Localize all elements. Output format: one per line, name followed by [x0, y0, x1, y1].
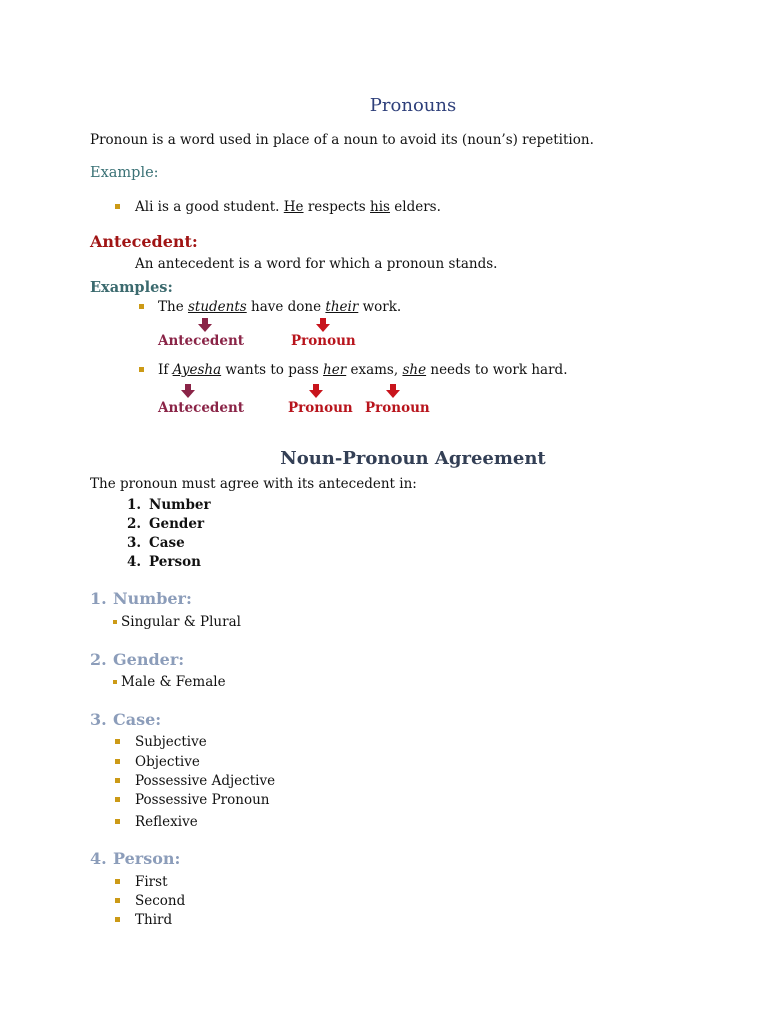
- gender-heading: Gender:: [113, 650, 185, 669]
- pronoun-label: Pronoun: [365, 400, 430, 416]
- list-item: Singular & Plural: [121, 614, 241, 630]
- pronoun-label: Pronoun: [291, 333, 356, 349]
- arrow-down-icon: [181, 384, 195, 398]
- person-heading: Person:: [113, 849, 181, 868]
- section-number: 3.: [90, 710, 107, 729]
- bullet-icon: [139, 367, 144, 372]
- list-number: 1.: [127, 497, 142, 513]
- list-item: Possessive Pronoun: [135, 792, 270, 808]
- pronoun-definition: Pronoun is a word used in place of a noun to avoid its (noun’s) repetition.: [90, 132, 594, 148]
- bullet-icon: [115, 898, 120, 903]
- section-number: 1.: [90, 589, 107, 608]
- bullet-icon: [113, 620, 117, 624]
- example-sentence-3: If Ayesha wants to pass her exams, she needs to work hard.: [158, 362, 568, 378]
- list-item: First: [135, 874, 168, 890]
- pronoun-their: their: [325, 299, 359, 315]
- antecedent-label: Antecedent: [158, 400, 245, 416]
- example-sentence-1: Ali is a good student. He respects his elders.: [135, 199, 441, 215]
- example-sentence-2: The students have done their work.: [158, 299, 402, 315]
- bullet-icon: [115, 879, 120, 884]
- bullet-icon: [113, 680, 117, 684]
- list-number: 3.: [127, 535, 142, 551]
- list-item: Objective: [135, 754, 200, 770]
- list-item-case: Case: [149, 535, 185, 551]
- bullet-icon: [115, 739, 120, 744]
- arrow-down-icon: [316, 318, 330, 332]
- list-item: Second: [135, 893, 186, 909]
- bullet-icon: [115, 819, 120, 824]
- examples-label: Examples:: [90, 279, 173, 296]
- example-label: Example:: [90, 165, 159, 181]
- arrow-down-icon: [198, 318, 212, 332]
- antecedent-label: Antecedent: [158, 333, 245, 349]
- list-number: 4.: [127, 554, 142, 570]
- arrow-down-icon: [309, 384, 323, 398]
- agreement-intro: The pronoun must agree with its antecedent in:: [90, 476, 417, 492]
- bullet-icon: [115, 759, 120, 764]
- list-item: Subjective: [135, 734, 207, 750]
- bullet-icon: [115, 778, 120, 783]
- number-heading: Number:: [113, 589, 192, 608]
- antecedent-definition: An antecedent is a word for which a pronoun stands.: [135, 256, 498, 272]
- section-number: 4.: [90, 849, 107, 868]
- antecedent-ayesha: Ayesha: [172, 362, 222, 378]
- pronoun-label: Pronoun: [288, 400, 353, 416]
- case-heading: Case:: [113, 710, 162, 729]
- bullet-icon: [115, 917, 120, 922]
- pronoun-his: his: [370, 199, 390, 215]
- list-item-number: Number: [149, 497, 211, 513]
- bullet-icon: [139, 304, 144, 309]
- list-item: Possessive Adjective: [135, 773, 276, 789]
- pronoun-he: He: [283, 199, 304, 215]
- bullet-icon: [115, 797, 120, 802]
- antecedent-students: students: [187, 299, 247, 315]
- list-item: Reflexive: [135, 814, 198, 830]
- arrow-down-icon: [386, 384, 400, 398]
- pronoun-her: her: [323, 362, 347, 378]
- list-number: 2.: [127, 516, 142, 532]
- bullet-icon: [115, 204, 120, 209]
- page-title: Pronouns: [369, 95, 457, 116]
- section-number: 2.: [90, 650, 107, 669]
- list-item: Third: [135, 912, 173, 928]
- list-item: Male & Female: [121, 674, 226, 690]
- antecedent-heading: Antecedent:: [90, 232, 198, 251]
- agreement-title: Noun-Pronoun Agreement: [280, 448, 546, 469]
- list-item-person: Person: [149, 554, 201, 570]
- pronoun-she: she: [402, 362, 427, 378]
- list-item-gender: Gender: [149, 516, 205, 532]
